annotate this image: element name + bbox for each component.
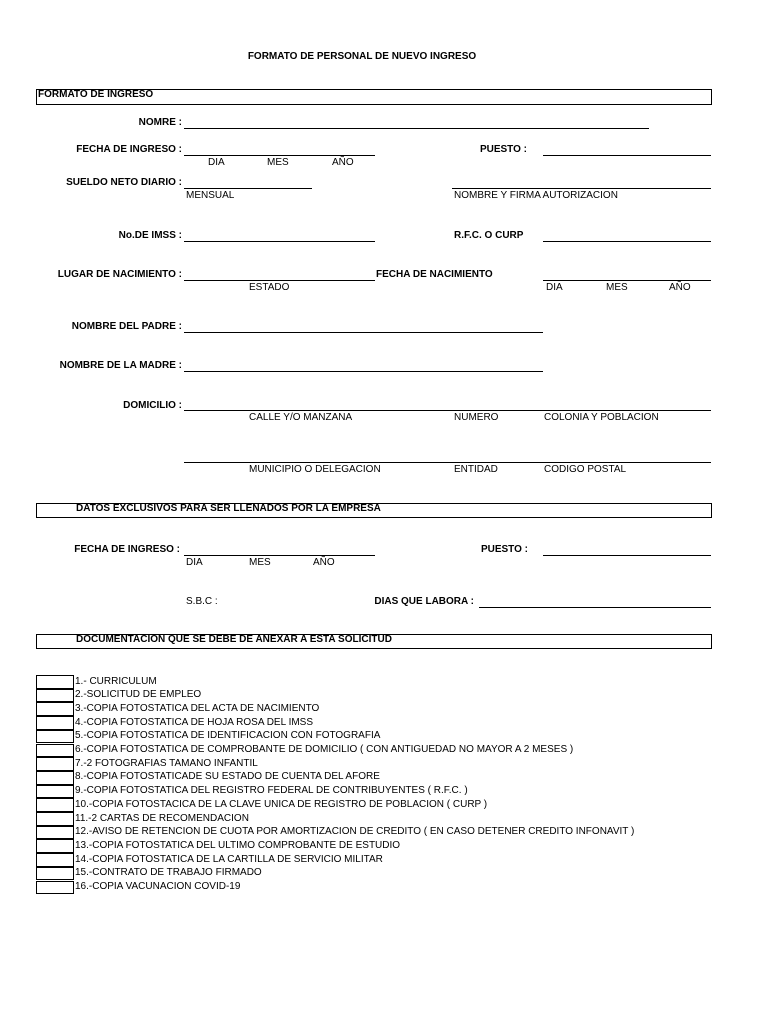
dia-nac-caption: DIA (546, 282, 563, 293)
document-item: 15.-CONTRATO DE TRABAJO FIRMADO (75, 867, 262, 879)
fecha-nacimiento-field[interactable] (543, 280, 711, 281)
rfc-label: R.F.C. O CURP (454, 230, 524, 241)
document-checkbox[interactable] (36, 771, 74, 785)
sueldo-label: SUELDO NETO DIARIO : (66, 177, 182, 188)
puesto-label: PUESTO : (479, 144, 527, 155)
document-checkbox[interactable] (36, 881, 74, 895)
empresa-ano-caption: AÑO (313, 557, 335, 568)
lugar-nacimiento-field[interactable] (184, 280, 375, 281)
document-item: 3.-COPIA FOTOSTATICA DEL ACTA DE NACIMIENTO (75, 702, 320, 714)
dias-labora-label: DIAS QUE LABORA : (374, 596, 474, 607)
document-checkbox[interactable] (36, 826, 74, 840)
document-checkbox[interactable] (36, 716, 74, 730)
mes-nac-caption: MES (606, 282, 628, 293)
colonia-caption: COLONIA Y POBLACION (544, 412, 659, 423)
document-item: 10.-COPIA FOTOSTACICA DE LA CLAVE UNICA DE REGISTRO DE POBLACION ( CURP ) (75, 798, 488, 810)
document-checkbox[interactable] (36, 689, 74, 703)
document-checkbox[interactable] (36, 730, 74, 744)
autorizacion-caption: NOMBRE Y FIRMA AUTORIZACION (454, 190, 618, 201)
madre-label: NOMBRE DE LA MADRE : (59, 360, 182, 371)
autorizacion-field[interactable] (452, 188, 711, 189)
nombre-label: NOMRE : (138, 117, 182, 128)
document-item: 2.-SOLICITUD DE EMPLEO (75, 689, 202, 701)
section-header-label: DATOS EXCLUSIVOS PARA SER LLENADOS POR LA EMPRESA (76, 503, 381, 514)
document-item: 14.-COPIA FOTOSTATICA DE LA CARTILLA DE SERVICIO MILITAR (75, 853, 383, 865)
domicilio-field-2[interactable] (184, 462, 711, 463)
fecha-nacimiento-label: FECHA DE NACIMIENTO (376, 269, 493, 280)
fecha-ingreso-field[interactable] (184, 155, 375, 156)
imss-label: No.DE IMSS : (118, 230, 182, 241)
document-checkbox[interactable] (36, 702, 74, 716)
padre-label: NOMBRE DEL PADRE : (71, 321, 182, 332)
imss-field[interactable] (184, 241, 375, 242)
madre-field[interactable] (184, 371, 543, 372)
document-item: 13.-COPIA FOTOSTATICA DEL ULTIMO COMPROBANTE DE ESTUDIO (75, 839, 401, 851)
document-checkbox[interactable] (36, 839, 74, 853)
dias-labora-field[interactable] (479, 607, 711, 608)
document-checkbox[interactable] (36, 744, 74, 758)
sueldo-field[interactable] (184, 188, 312, 189)
numero-caption: NUMERO (454, 412, 499, 423)
document-item: 12.-AVISO DE RETENCION DE CUOTA POR AMORTIZACION DE CREDITO ( EN CASO DETENER CREDITO INFONAVIT ) (75, 826, 635, 838)
empresa-mes-caption: MES (249, 557, 271, 568)
padre-field[interactable] (184, 332, 543, 333)
document-checkbox[interactable] (36, 798, 74, 812)
document-item: 1.- CURRICULUM (75, 675, 157, 687)
mes-caption: MES (267, 157, 289, 168)
mensual-caption: MENSUAL (186, 190, 235, 201)
sbc-label: S.B.C : (186, 596, 218, 607)
domicilio-field[interactable] (184, 410, 711, 411)
calle-caption: CALLE Y/O MANZANA (249, 412, 353, 423)
municipio-caption: MUNICIPIO O DELEGACION (249, 464, 381, 475)
section-header-formato-ingreso (36, 89, 712, 105)
empresa-fecha-ingreso-field[interactable] (184, 555, 375, 556)
document-checkbox[interactable] (36, 757, 74, 771)
document-checkbox[interactable] (36, 853, 74, 867)
section-header-empresa (36, 503, 712, 518)
form-title: FORMATO DE PERSONAL DE NUEVO INGRESO (247, 51, 477, 62)
ano-nac-caption: AÑO (669, 282, 691, 293)
document-item: 11.-2 CARTAS DE RECOMENDACION (75, 812, 249, 824)
empresa-fecha-ingreso-label: FECHA DE INGRESO : (74, 544, 180, 555)
domicilio-label: DOMICILIO : (123, 400, 182, 411)
document-item: 8.-COPIA FOTOSTATICADE SU ESTADO DE CUENTA DEL AFORE (75, 771, 380, 783)
dia-caption: DIA (208, 157, 225, 168)
entidad-caption: ENTIDAD (454, 464, 498, 475)
document-item: 9.-COPIA FOTOSTATICA DEL REGISTRO FEDERAL DE CONTRIBUYENTES ( R.F.C. ) (75, 785, 468, 797)
document-checkbox[interactable] (36, 812, 74, 826)
document-item: 4.-COPIA FOTOSTATICA DE HOJA ROSA DEL IMSS (75, 716, 314, 728)
document-item: 6.-COPIA FOTOSTATICA DE COMPROBANTE DE DOMICILIO ( CON ANTIGUEDAD NO MAYOR A 2 MESES ) (75, 744, 574, 755)
rfc-field[interactable] (543, 241, 711, 242)
ano-caption: AÑO (332, 157, 354, 168)
document-checkbox[interactable] (36, 867, 74, 881)
fecha-ingreso-label: FECHA DE INGRESO : (76, 144, 182, 155)
empresa-dia-caption: DIA (186, 557, 203, 568)
nombre-field[interactable] (184, 128, 649, 129)
estado-caption: ESTADO (249, 282, 290, 293)
document-item: 7.-2 FOTOGRAFIAS TAMANO INFANTIL (75, 757, 258, 769)
document-checkbox[interactable] (36, 675, 74, 689)
empresa-puesto-field[interactable] (543, 555, 711, 556)
empresa-puesto-label: PUESTO : (480, 544, 528, 555)
section-header-documentacion (36, 634, 712, 649)
section-header-label: FORMATO DE INGRESO (38, 89, 154, 100)
lugar-nacimiento-label: LUGAR DE NACIMIENTO : (57, 269, 182, 280)
document-checkbox[interactable] (36, 785, 74, 799)
puesto-field[interactable] (543, 155, 711, 156)
document-item: 16.-COPIA VACUNACION COVID-19 (75, 881, 241, 892)
cp-caption: CODIGO POSTAL (544, 464, 627, 475)
document-item: 5.-COPIA FOTOSTATICA DE IDENTIFICACION CON FOTOGRAFIA (75, 730, 381, 742)
section-header-label: DOCUMENTACION QUE SE DEBE DE ANEXAR A ESTA SOLICITUD (76, 634, 392, 645)
